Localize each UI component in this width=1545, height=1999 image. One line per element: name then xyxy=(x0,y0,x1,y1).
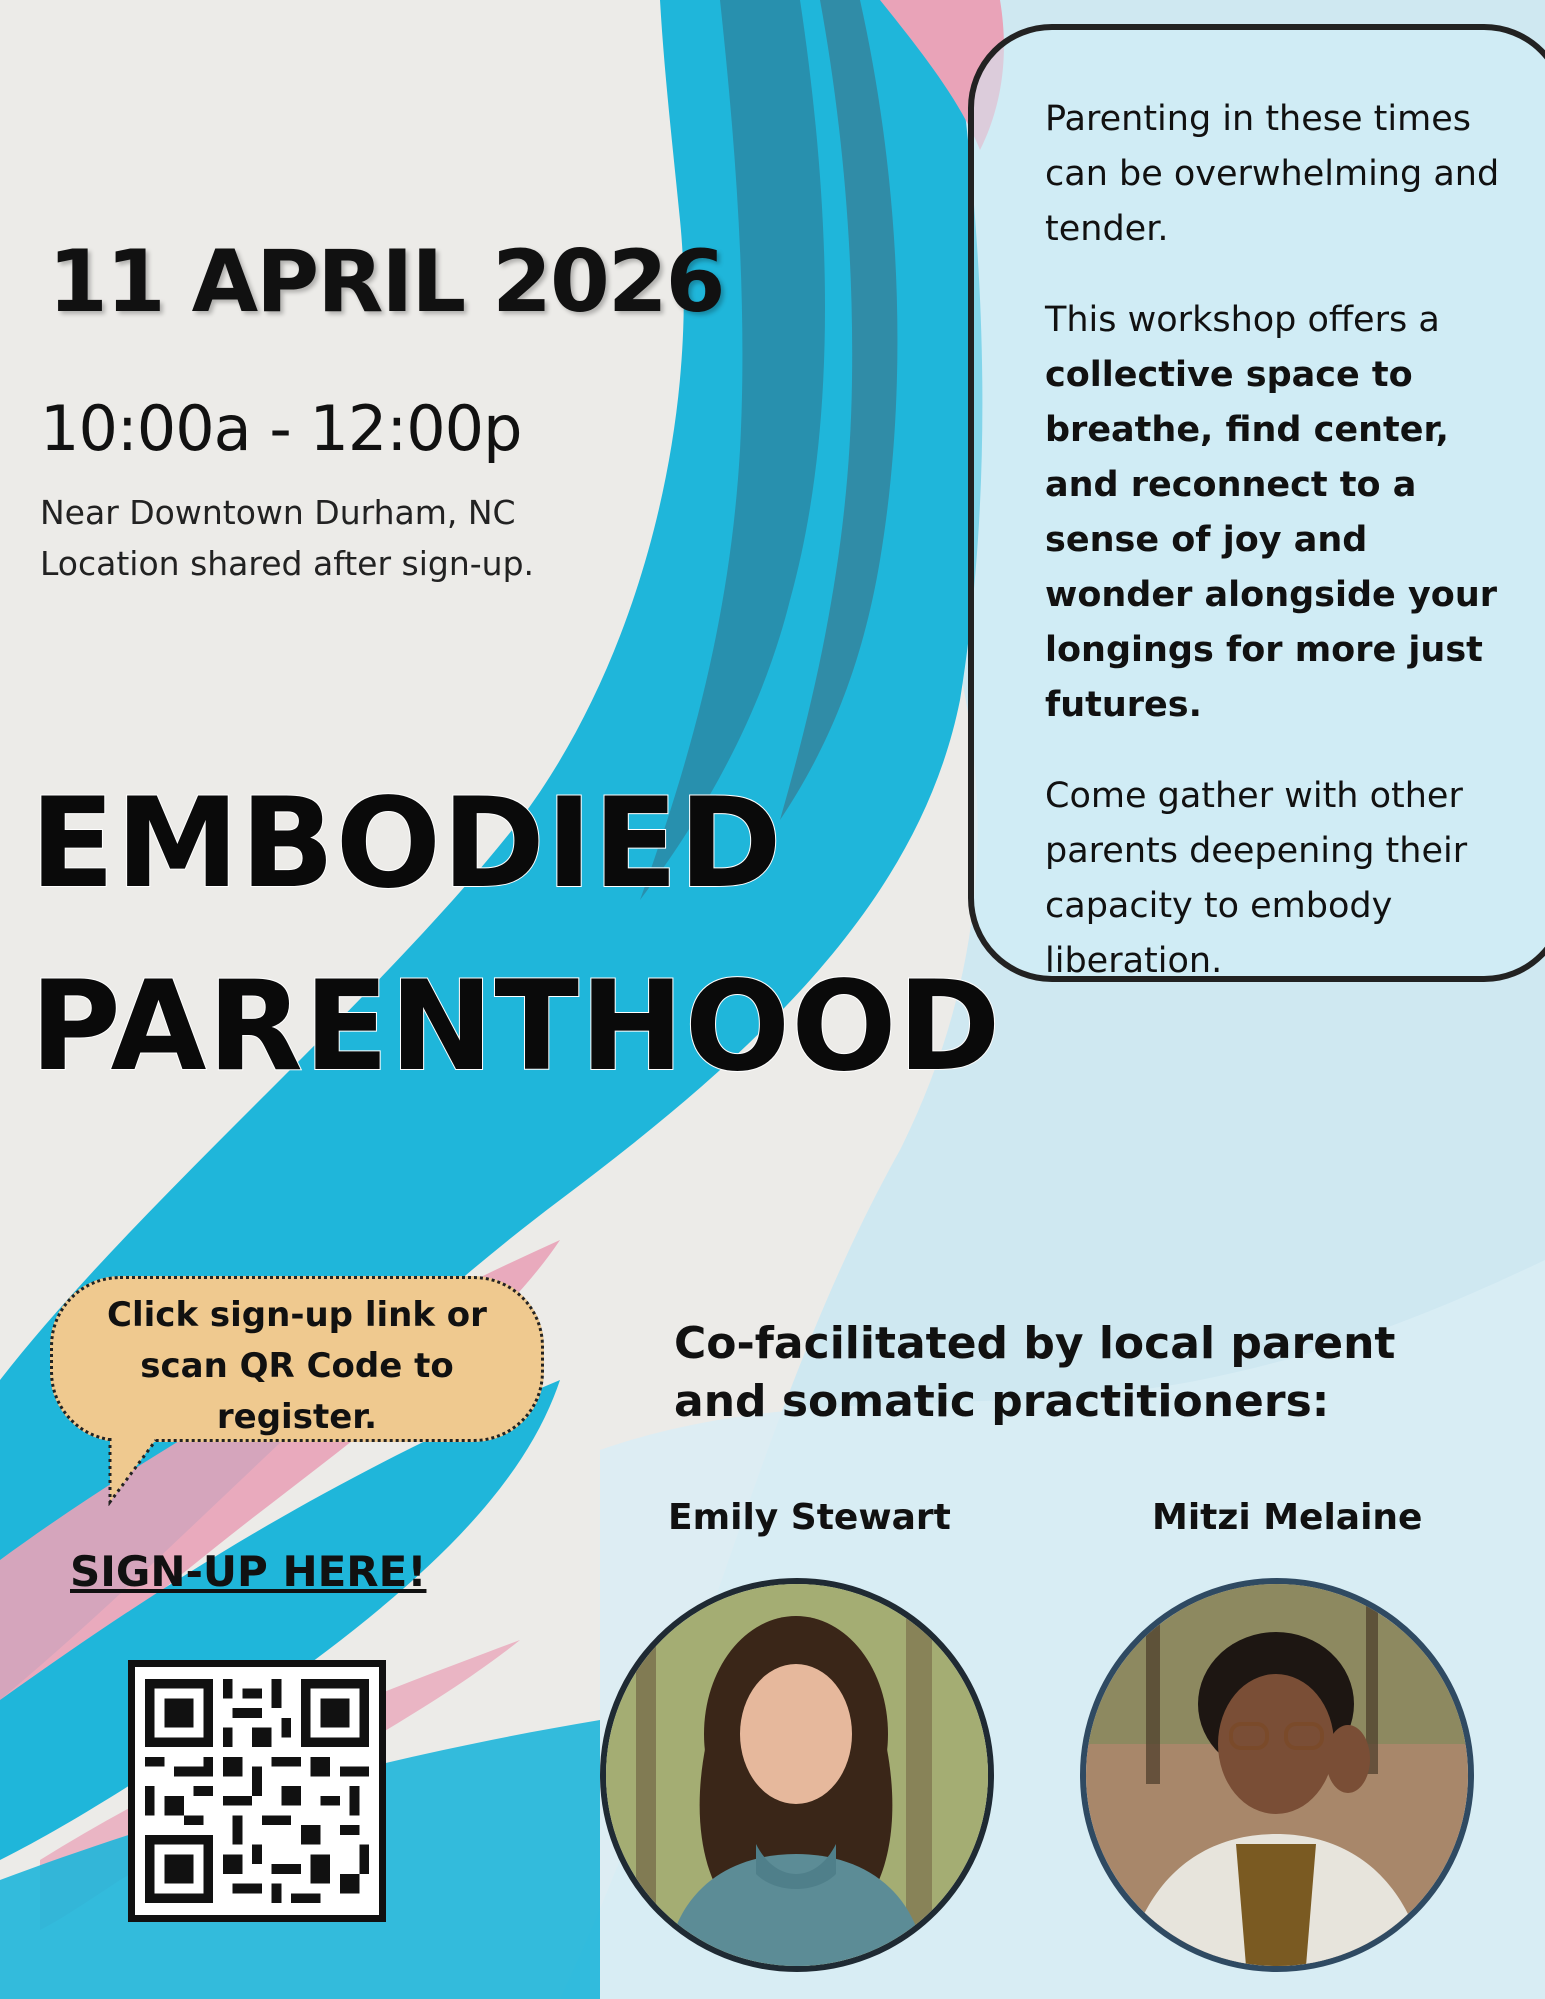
description-intro: This workshop offers a xyxy=(1045,300,1440,340)
title-line-1: EMBODIED xyxy=(30,772,783,916)
facilitator-photo xyxy=(1080,1578,1474,1972)
description-paragraph-1: Parenting in these times can be overwhelming and tender. xyxy=(1045,99,1500,249)
signup-link[interactable]: SIGN-UP HERE! xyxy=(70,1547,427,1596)
event-date: 11 APRIL 2026 xyxy=(48,232,724,332)
event-time: 10:00a - 12:00p xyxy=(40,392,522,465)
qr-code[interactable] xyxy=(128,1660,386,1922)
qr-code-pattern xyxy=(135,1667,379,1915)
description-paragraph-3: Come gather with other parents deepening their capacity to embody liberation. xyxy=(1045,776,1468,981)
facilitators-heading: Co-facilitated by local parent and somatic practitioners: xyxy=(674,1318,1396,1427)
event-location: Near Downtown Durham, NC xyxy=(40,493,516,532)
facilitator-name: Mitzi Melaine xyxy=(1152,1497,1423,1538)
facilitator-photo xyxy=(600,1578,994,1972)
speech-bubble-tail xyxy=(108,1434,168,1506)
description xyxy=(1045,92,1525,1025)
speech-bubble-text: Click sign-up link or scan QR Code to register. xyxy=(107,1295,487,1437)
facilitator-portrait-image xyxy=(606,1584,988,1966)
title-line-2: PARENTHOOD xyxy=(30,955,1002,1099)
facilitator-portrait-image xyxy=(1086,1584,1468,1966)
location-note: Location shared after sign-up. xyxy=(40,544,535,583)
facilitator-name: Emily Stewart xyxy=(668,1497,951,1538)
description-highlight: collective space to breathe, find center, and reconnect to a sense of joy and wonder alongside your longings for more just futures. xyxy=(1045,355,1498,725)
description-paragraph-2 xyxy=(1045,293,1525,733)
